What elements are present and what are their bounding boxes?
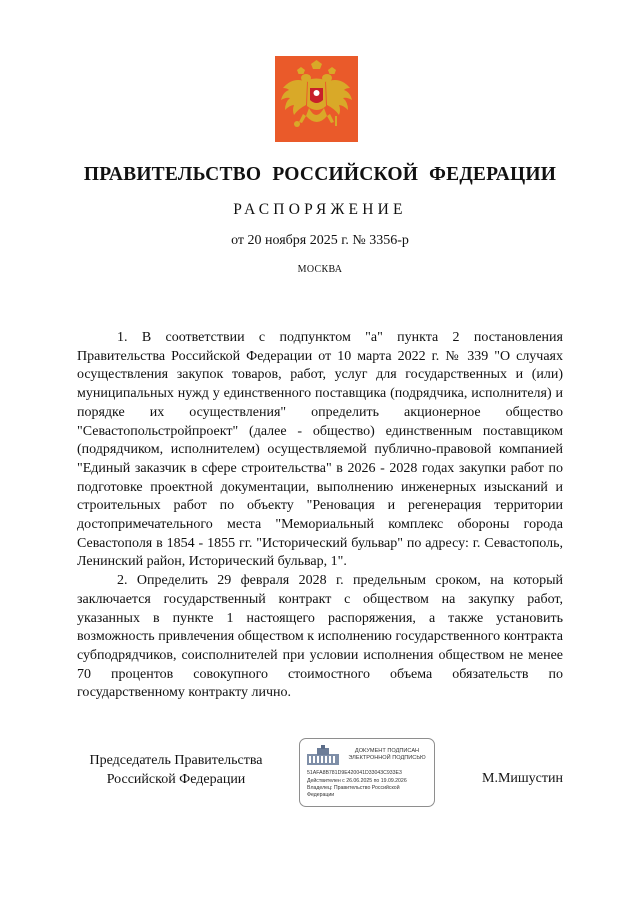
stamp-owner-line-1: Владелец: Правительство Российской [307,785,400,791]
stamp-owner-line-2: Федерации [307,792,335,798]
state-emblem-icon [275,56,358,142]
stamp-title [342,748,432,762]
government-title: ПРАВИТЕЛЬСТВО РОССИЙСКОЙ ФЕДЕРАЦИИ [83,164,557,185]
stamp-title-line-2: ЭЛЕКТРОННОЙ ПОДПИСЬЮ [348,755,426,761]
document-type: РАСПОРЯЖЕНИЕ [233,201,407,218]
government-building-logo-icon [306,745,340,767]
stamp-title-line-1: ДОКУМЕНТ ПОДПИСАН [354,748,420,754]
signer-position [76,752,276,789]
stamp-validity: Действителен с 26.06.2025 по 19.09.2026 [307,778,407,784]
document-city: МОСКВА [297,264,343,275]
paragraph-2: 2. Определить 29 февраля 2028 г. предельным сроком, на который заключается государственный контракт с обществом на закупку работ, указанных в пункте 1 настоящего распоряжения, а также установить возможность привлечения обществом к исполнению государственного контракта субподрядчиков, соисполнителей при условии исполнения обществом не менее 70 процентов совокупного стоимостного объема обязательств по государственному контракту лично. [77,573,563,701]
signer-position-line-1: Председатель Правительства [89,753,263,768]
electronic-signature-stamp [299,738,435,807]
document-body [77,329,563,703]
stamp-certificate: 51AFA8B781D9E420041D33043C933E3 [307,770,402,776]
document-date-number: от 20 ноября 2025 г. № 3356-р [231,233,409,248]
signer-name: М.Мишустин [482,771,563,786]
signer-position-line-2: Российской Федерации [106,771,246,787]
paragraph-1: 1. В соответствии с подпунктом "а" пункта 2 постановления Правительства Российской Федерации от 10 марта 2022 г. № 339 "О случаях осуществления закупок товаров, работ, услуг для государственных и (или) муниципальных нужд у единственного поставщика (подрядчика, исполнителя) и порядке их осуществления" определить акционерное общество "Севастопольстройпроект" (далее - общество) единственным поставщиком (подрядчиком, исполнителем) осуществляемой публично-правовой компанией "Единый заказчик в сфере строительства" в 2026 - 2028 годах закупки работ по подготовке проектной документации, выполнению инженерных изысканий и строительных работ по объекту "Реновация и регенерация территории достопримечательного места "Мемориальный комплекс обороны города Севастополя в 1854 - 1855 гг. "Исторический бульвар" по адресу: г. Севастополь, Ленинский район, Исторический бульвар, 1". [77,330,563,570]
